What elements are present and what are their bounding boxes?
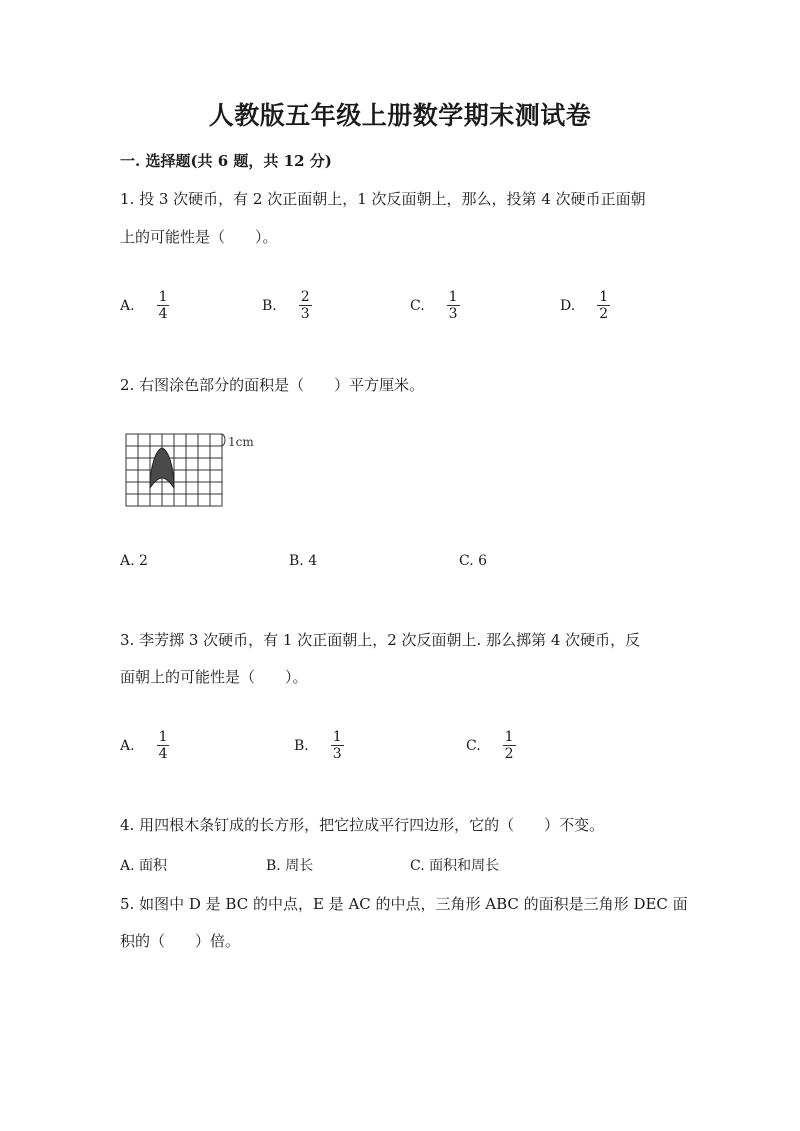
- fraction: $\frac{1}{4}$: [158, 729, 168, 762]
- option-label: A.: [120, 297, 135, 314]
- fraction: $\frac{1}{4}$: [158, 289, 168, 322]
- q1-option-a[interactable]: [120, 289, 169, 322]
- question-5-line-1: 5. 如图中 D 是 BC 的中点，E 是 AC 的中点，三角形 ABC 的面积是三角形 DEC 面: [120, 895, 688, 913]
- section-heading: 一. 选择题(共 6 题，共 12 分): [120, 152, 332, 170]
- q3-option-c[interactable]: [466, 729, 516, 762]
- q4-option-b[interactable]: B. 周长: [266, 858, 314, 874]
- q3-option-b[interactable]: [294, 729, 344, 762]
- question-2-text: 2. 右图涂色部分的面积是（ ）平方厘米。: [120, 376, 425, 394]
- q2-option-a[interactable]: A. 2: [120, 553, 148, 569]
- question-3-line-1: 3. 李芳掷 3 次硬币，有 1 次正面朝上，2 次反面朝上. 那么掷第 4 次硬币，反: [120, 631, 641, 649]
- question-3-line-2: 面朝上的可能性是（ ）。: [120, 668, 308, 686]
- option-label: A.: [120, 737, 135, 754]
- option-label: C.: [410, 297, 425, 314]
- grid-lines: [126, 434, 222, 506]
- option-label: C.: [466, 737, 481, 754]
- question-5-line-2: 积的（ ）倍。: [120, 932, 241, 950]
- q2-grid-figure: [120, 430, 270, 510]
- q2-option-c[interactable]: C. 6: [459, 553, 488, 569]
- q3-option-a[interactable]: [120, 729, 169, 762]
- question-4-text: 4. 用四根木条钉成的长方形，把它拉成平行四边形，它的（ ）不变。: [120, 816, 605, 834]
- option-label: B.: [262, 297, 277, 314]
- question-1-line-2: 上的可能性是（ ）。: [120, 228, 278, 246]
- fraction: $\frac{1}{3}$: [448, 289, 458, 322]
- q2-option-b[interactable]: B. 4: [289, 553, 318, 569]
- fraction: $\frac{2}{3}$: [300, 289, 310, 322]
- question-1-line-1: 1. 投 3 次硬币，有 2 次正面朝上，1 次反面朝上，那么，投第 4 次硬币正面朝: [120, 190, 646, 208]
- option-label: B.: [294, 737, 309, 754]
- q4-option-a[interactable]: A. 面积: [120, 858, 168, 874]
- q1-option-b[interactable]: [262, 289, 312, 322]
- q1-option-d[interactable]: [560, 289, 610, 322]
- q4-option-c[interactable]: C. 面积和周长: [410, 858, 500, 874]
- q1-option-c[interactable]: [410, 289, 460, 322]
- fraction: $\frac{1}{2}$: [599, 289, 609, 322]
- option-label: D.: [560, 297, 576, 314]
- unit-label: 1cm: [228, 435, 254, 449]
- fraction: $\frac{1}{2}$: [504, 729, 514, 762]
- page-title: 人教版五年级上册数学期末测试卷: [208, 101, 592, 130]
- fraction: $\frac{1}{3}$: [332, 729, 342, 762]
